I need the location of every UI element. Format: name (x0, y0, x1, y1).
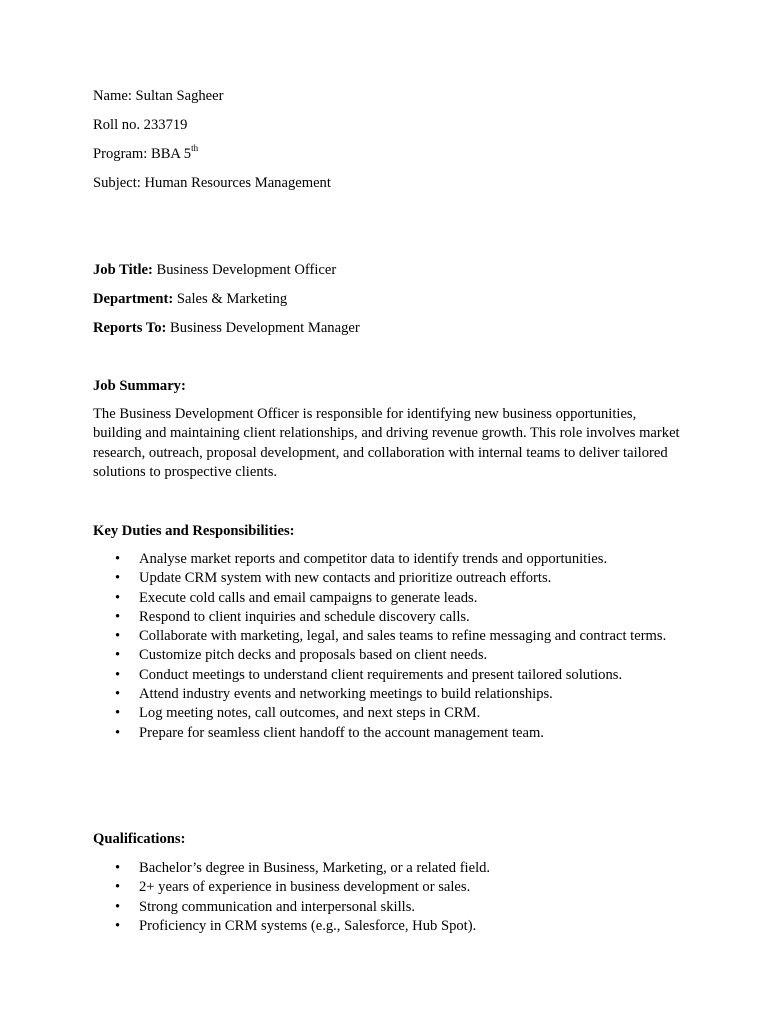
list-item (93, 666, 683, 685)
list-item (93, 878, 683, 897)
list-item-text: Strong communication and interpersonal skills. (139, 898, 416, 915)
list-item-text: Update CRM system with new contacts and prioritize outreach efforts. (139, 570, 552, 587)
bullet-icon: • (115, 551, 121, 567)
list-item-text: Proficiency in CRM systems (e.g., Salesforce, Hub Spot). (139, 917, 477, 934)
job-title (93, 261, 336, 280)
bullet-icon: • (115, 879, 121, 896)
bullet-icon: • (115, 898, 121, 915)
qualifications-heading: Qualifications: (93, 831, 186, 847)
list-item (93, 724, 683, 743)
list-item (93, 627, 683, 646)
bullet-icon: • (115, 686, 121, 703)
bullet-icon: • (115, 589, 121, 606)
qualifications-list (93, 859, 683, 936)
list-item (93, 646, 683, 665)
job-summary-heading: Job Summary: (93, 378, 186, 394)
duties-list (93, 550, 683, 743)
subject: Subject: Human Resources Management (93, 175, 331, 191)
list-item-text: 2+ years of experience in business development or sales. (139, 879, 471, 896)
duties-heading: Key Duties and Responsibilities: (93, 523, 295, 539)
list-item (93, 685, 683, 704)
bullet-icon: • (115, 608, 121, 625)
department-label: Department: (93, 291, 174, 307)
department-value: Sales & Marketing (173, 291, 288, 307)
list-item (93, 898, 683, 917)
reports-to (93, 319, 360, 338)
list-item-text: Conduct meetings to understand client requirements and present tailored solutions. (139, 666, 623, 683)
job-title-value: Business Development Officer (152, 262, 337, 278)
list-item-text: Analyse market reports and competitor data to identify trends and opportunities. (139, 551, 608, 567)
bullet-icon: • (115, 647, 121, 664)
list-item (93, 917, 683, 936)
list-item (93, 569, 683, 588)
bullet-icon: • (115, 628, 121, 645)
list-item (93, 704, 683, 723)
list-item-text: Customize pitch decks and proposals based on client needs. (139, 647, 488, 664)
list-item-text: Collaborate with marketing, legal, and sales teams to refine messaging and contract terms. (139, 628, 667, 645)
reports-to-value: Business Development Manager (166, 320, 360, 336)
list-item-text: Execute cold calls and email campaigns to generate leads. (139, 589, 478, 606)
bullet-icon: • (115, 666, 121, 683)
list-item (93, 550, 683, 569)
bullet-icon: • (115, 917, 121, 934)
job-title-label: Job Title: (93, 262, 153, 278)
list-item (93, 859, 683, 878)
reports-to-label: Reports To: (93, 320, 167, 336)
program-superscript: th (191, 143, 199, 153)
program-text: Program: BBA 5 (93, 146, 192, 162)
department (93, 290, 287, 309)
list-item (93, 608, 683, 627)
bullet-icon: • (115, 705, 121, 722)
bullet-icon: • (115, 570, 121, 587)
job-summary-text: The Business Development Officer is responsible for identifying new business opportunities, building and maintaining client relationships, and driving revenue growth. This role involves market research, outreach, proposal development, and collaboration with internal teams to deliver tailored solutions to prospective clients. (93, 406, 680, 480)
list-item-text: Log meeting notes, call outcomes, and next steps in CRM. (139, 705, 481, 722)
roll-number: Roll no. 233719 (93, 117, 188, 133)
list-item-text: Bachelor’s degree in Business, Marketing, or a related field. (139, 860, 491, 876)
list-item (93, 589, 683, 608)
list-item-text: Attend industry events and networking meetings to build relationships. (139, 686, 553, 703)
student-name: Name: Sultan Sagheer (93, 88, 224, 104)
bullet-icon: • (115, 860, 121, 876)
list-item-text: Prepare for seamless client handoff to the account management team. (139, 724, 544, 741)
program (93, 145, 198, 164)
bullet-icon: • (115, 724, 121, 741)
list-item-text: Respond to client inquiries and schedule discovery calls. (139, 608, 470, 625)
